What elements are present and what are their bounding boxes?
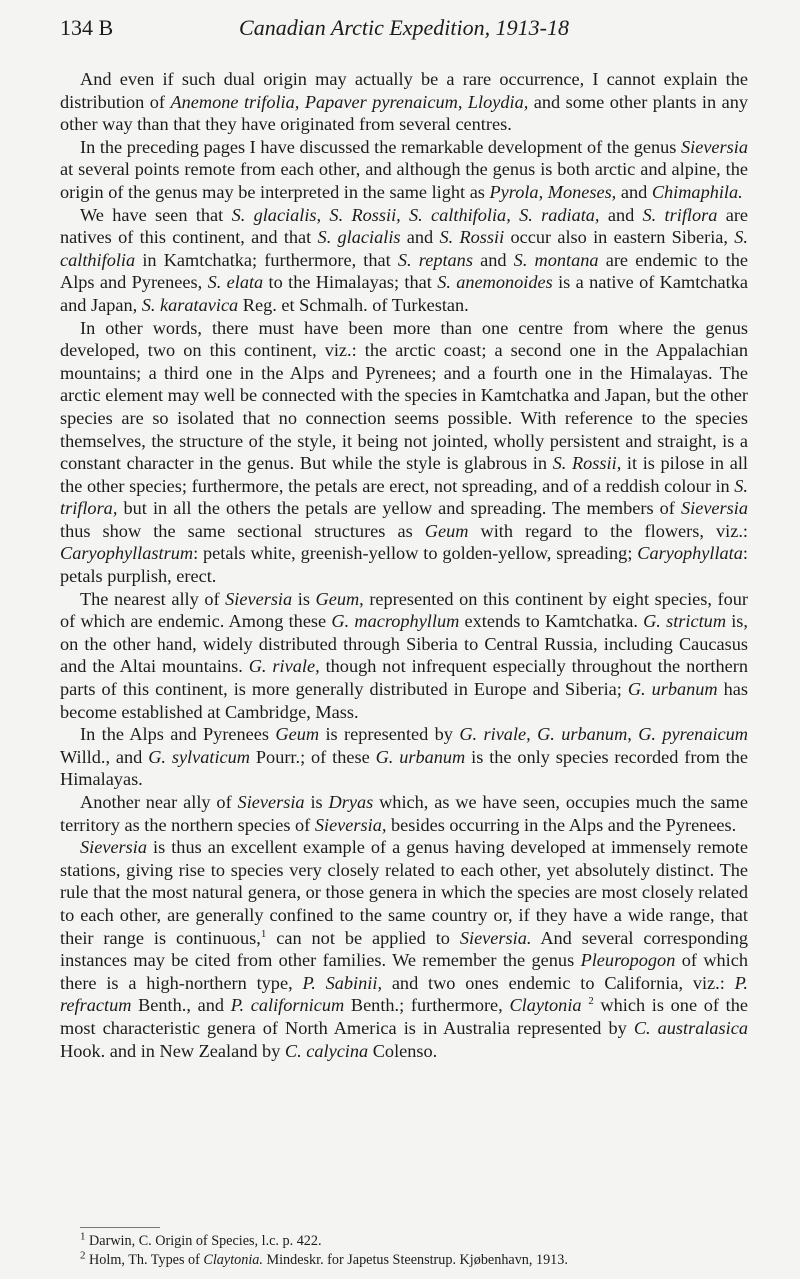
text-run: can not be applied to: [266, 927, 460, 948]
text-run: Hook. and in New Zealand by: [60, 1040, 285, 1061]
italic-text: S. glacialis: [317, 227, 401, 248]
paragraph: [60, 791, 748, 836]
text-run: with regard to the flowers, viz.:: [468, 520, 748, 541]
text-run: thus show the same sectional structures as: [60, 520, 425, 541]
text-run: at several points remote from each other, and although the genus is both arctic and alpine, the origin of the genus may be interpreted in the same light as: [60, 159, 748, 202]
text-run: And several corresponding instances may be cited from other families. We remember the genus: [60, 927, 748, 971]
italic-text: S. reptans: [397, 249, 473, 270]
text-run: : petals purplish, erect.: [60, 543, 748, 587]
page-header: [60, 6, 748, 46]
text-run: but in all the others the petals are yellow and spreading. The members of: [117, 498, 681, 519]
italic-text: S. karatavica: [141, 294, 239, 315]
text-run: In other words, there must have been more than one centre from where the genus developed, two on this continent, viz.: the arctic coast; a second one in the Appalachian mountains; a third one in the Alps and Pyrenees; and a fourth one in the Himalayas. The arctic element may well be connected with the species in Kamtchatka and Japan, but the other species are so isolated that no connection seems possible. With reference to the species themselves, the structure of the style, it being not jointed, wholly persistent and straight, is a constant character in the genus. But while the style is glabrous in: [60, 317, 748, 474]
italic-text: Sieversia,: [314, 814, 387, 835]
text-run: Willd., and: [60, 746, 149, 767]
text-run: is the only species recorded from the Himalayas.: [60, 746, 748, 790]
text-run: Mindeskr. for Japetus Steenstrup. Kjøbenhavn, 1913.: [262, 1252, 568, 1268]
text-run: are endemic to the Alps and Pyrenees,: [60, 249, 748, 293]
italic-text: Geum: [275, 724, 320, 745]
italic-text: S. montana: [513, 249, 599, 270]
text-run: which, as we have seen, occupies much the same territory as the northern species of: [60, 792, 748, 835]
italic-text: Dryas: [328, 792, 374, 812]
italic-text: G. urbanum: [375, 746, 466, 767]
italic-text: Sieversia: [237, 792, 305, 812]
text-run: of which there is a high-northern type,: [60, 950, 748, 993]
italic-text: Claytonia: [509, 995, 582, 1016]
paragraph: [60, 136, 748, 204]
italic-text: Sieversia: [80, 837, 148, 858]
italic-text: Caryophyllata: [637, 543, 743, 564]
italic-text: S. calthifolia: [60, 227, 748, 270]
italic-text: Chimaphila.: [651, 181, 743, 202]
italic-text: Claytonia.: [203, 1252, 263, 1268]
paragraph: [60, 588, 748, 724]
italic-text: C. australasica: [633, 1017, 749, 1038]
text-run: is, on the other hand, widely distributed through Siberia to Central Russia, including Caucasus and the Altai mountains.: [60, 611, 748, 677]
italic-text: S. anemonoides: [437, 272, 553, 293]
italic-text: Sieversia: [680, 498, 748, 519]
italic-text: S. triflora: [642, 204, 718, 225]
text-run: is represented by: [319, 724, 460, 745]
text-run: represented on this continent by eight species, four of which are endemic. Among these: [60, 588, 748, 632]
italic-text: Geum: [424, 520, 469, 541]
text-run: occur also in eastern Siberia,: [504, 227, 735, 248]
page-number: 134 B: [60, 15, 114, 40]
italic-text: P. refractum: [60, 972, 749, 1016]
text-run: The nearest ally of: [80, 588, 226, 609]
text-run: Benth., and: [131, 995, 231, 1016]
italic-text: S. Rossii: [439, 227, 505, 248]
paragraph: [60, 836, 748, 1062]
body-text: [60, 68, 748, 1062]
text-run: though not infrequent especially throughout the northern parts of this continent, is more generally distributed in Europe and Siberia;: [60, 656, 748, 700]
text-run: has become established at Cambridge, Mass.: [60, 679, 748, 722]
footnote: [80, 1251, 750, 1270]
text-run: In the Alps and Pyrenees: [80, 724, 276, 745]
text-run: Benth.; furthermore,: [344, 995, 510, 1016]
footnote-ref: 1: [80, 1230, 86, 1243]
text-run: in Kamtchatka; furthermore, that: [135, 249, 398, 270]
running-title: Canadian Arctic Expedition, 1913-18: [239, 15, 569, 40]
footnote-ref: 1: [260, 927, 267, 940]
italic-text: Geum,: [315, 588, 364, 609]
italic-text: Sieversia: [680, 136, 748, 157]
italic-text: Pyrola, Moneses,: [489, 181, 617, 202]
italic-text: S. glacialis, S. Rossii, S. calthifolia, S. radiata,: [231, 204, 600, 225]
paragraph: [60, 204, 748, 317]
text-run: to the Himalayas; that: [263, 272, 438, 293]
italic-text: G. rivale, G. urbanum, G. pyrenaicum: [459, 724, 748, 745]
text-run: and: [400, 227, 440, 248]
italic-text: S. elata: [207, 272, 264, 293]
text-run: In the preceding pages I have discussed the remarkable development of the genus: [80, 136, 681, 157]
text-run: is: [292, 588, 316, 609]
italic-text: G. macrophyllum: [331, 611, 460, 632]
italic-text: S. triflora,: [60, 475, 748, 519]
text-run: and: [599, 204, 643, 225]
text-run: Darwin, C. Origin of Species, l.c. p. 422.: [85, 1233, 322, 1249]
text-run: is thus an excellent example of a genus having developed at immensely remote stations, giving rise to species very closely related to each other, yet absolutely distinct. The rule that the most natural genera, or those genera in which the species are most closely related to each other, are generally confined to the same country or, if they have a wide range, that their range is continuous,: [60, 837, 748, 948]
text-run: and two ones endemic to California, viz.:: [382, 972, 735, 993]
text-run: it is pilose in all the other species; furthermore, the petals are erect, not spreading, and of a reddish colour in: [60, 453, 748, 496]
text-run: is: [304, 792, 329, 812]
footnote-divider: [80, 1227, 160, 1228]
italic-text: Sieversia: [225, 588, 293, 609]
paragraph: [60, 68, 748, 136]
footnote: [80, 1232, 750, 1251]
italic-text: G. rivale,: [248, 656, 320, 677]
text-run: extends to Kamtchatka.: [459, 611, 644, 632]
footnotes: [80, 1232, 750, 1270]
text-run: Colenso.: [368, 1040, 438, 1061]
text-run: And even if such dual origin may actually be a rare occurrence, I cannot explain the distribution of: [60, 69, 748, 112]
text-run: : petals white, greenish-yellow to golden-yellow, spreading;: [193, 543, 638, 564]
italic-text: P. Sabinii,: [302, 972, 383, 993]
footnote-ref: 2: [588, 995, 594, 1008]
italic-text: G. strictum: [643, 611, 727, 632]
text-run: is a native of Kamtchatka and Japan,: [60, 272, 749, 315]
paragraph: [60, 723, 748, 791]
text-run: Pourr.; of these: [250, 746, 376, 767]
italic-text: P. californicum: [230, 995, 345, 1016]
italic-text: Pleuropogon: [580, 950, 676, 971]
italic-text: S. Rossii,: [552, 453, 622, 474]
italic-text: Caryophyllastrum: [60, 543, 194, 564]
text-run: are natives of this continent, and that: [60, 204, 749, 248]
italic-text: Anemone trifolia, Papaver pyrenaicum, Lloydia,: [170, 91, 529, 112]
paragraph: [60, 317, 748, 588]
footnote-ref: 2: [80, 1249, 86, 1262]
text-run: Reg. et Schmalh. of Turkestan.: [238, 294, 469, 315]
text-run: Holm, Th. Types of: [85, 1252, 204, 1268]
text-run: Another near ally of: [80, 792, 238, 812]
italic-text: G. urbanum: [627, 679, 718, 700]
text-run: besides occurring in the Alps and the Pyrenees.: [386, 814, 737, 835]
text-run: and: [616, 181, 652, 202]
italic-text: C. calycina: [284, 1040, 369, 1061]
italic-text: Sieversia.: [459, 927, 532, 948]
text-run: We have seen that: [80, 204, 232, 225]
text-run: and: [472, 249, 514, 270]
italic-text: G. sylvaticum: [148, 746, 251, 767]
text-run: and some other plants in any other way than that they have originated from several centres.: [60, 91, 749, 135]
text-run: which is one of the most characteristic genera of North America is in Australia represented by: [60, 995, 748, 1038]
